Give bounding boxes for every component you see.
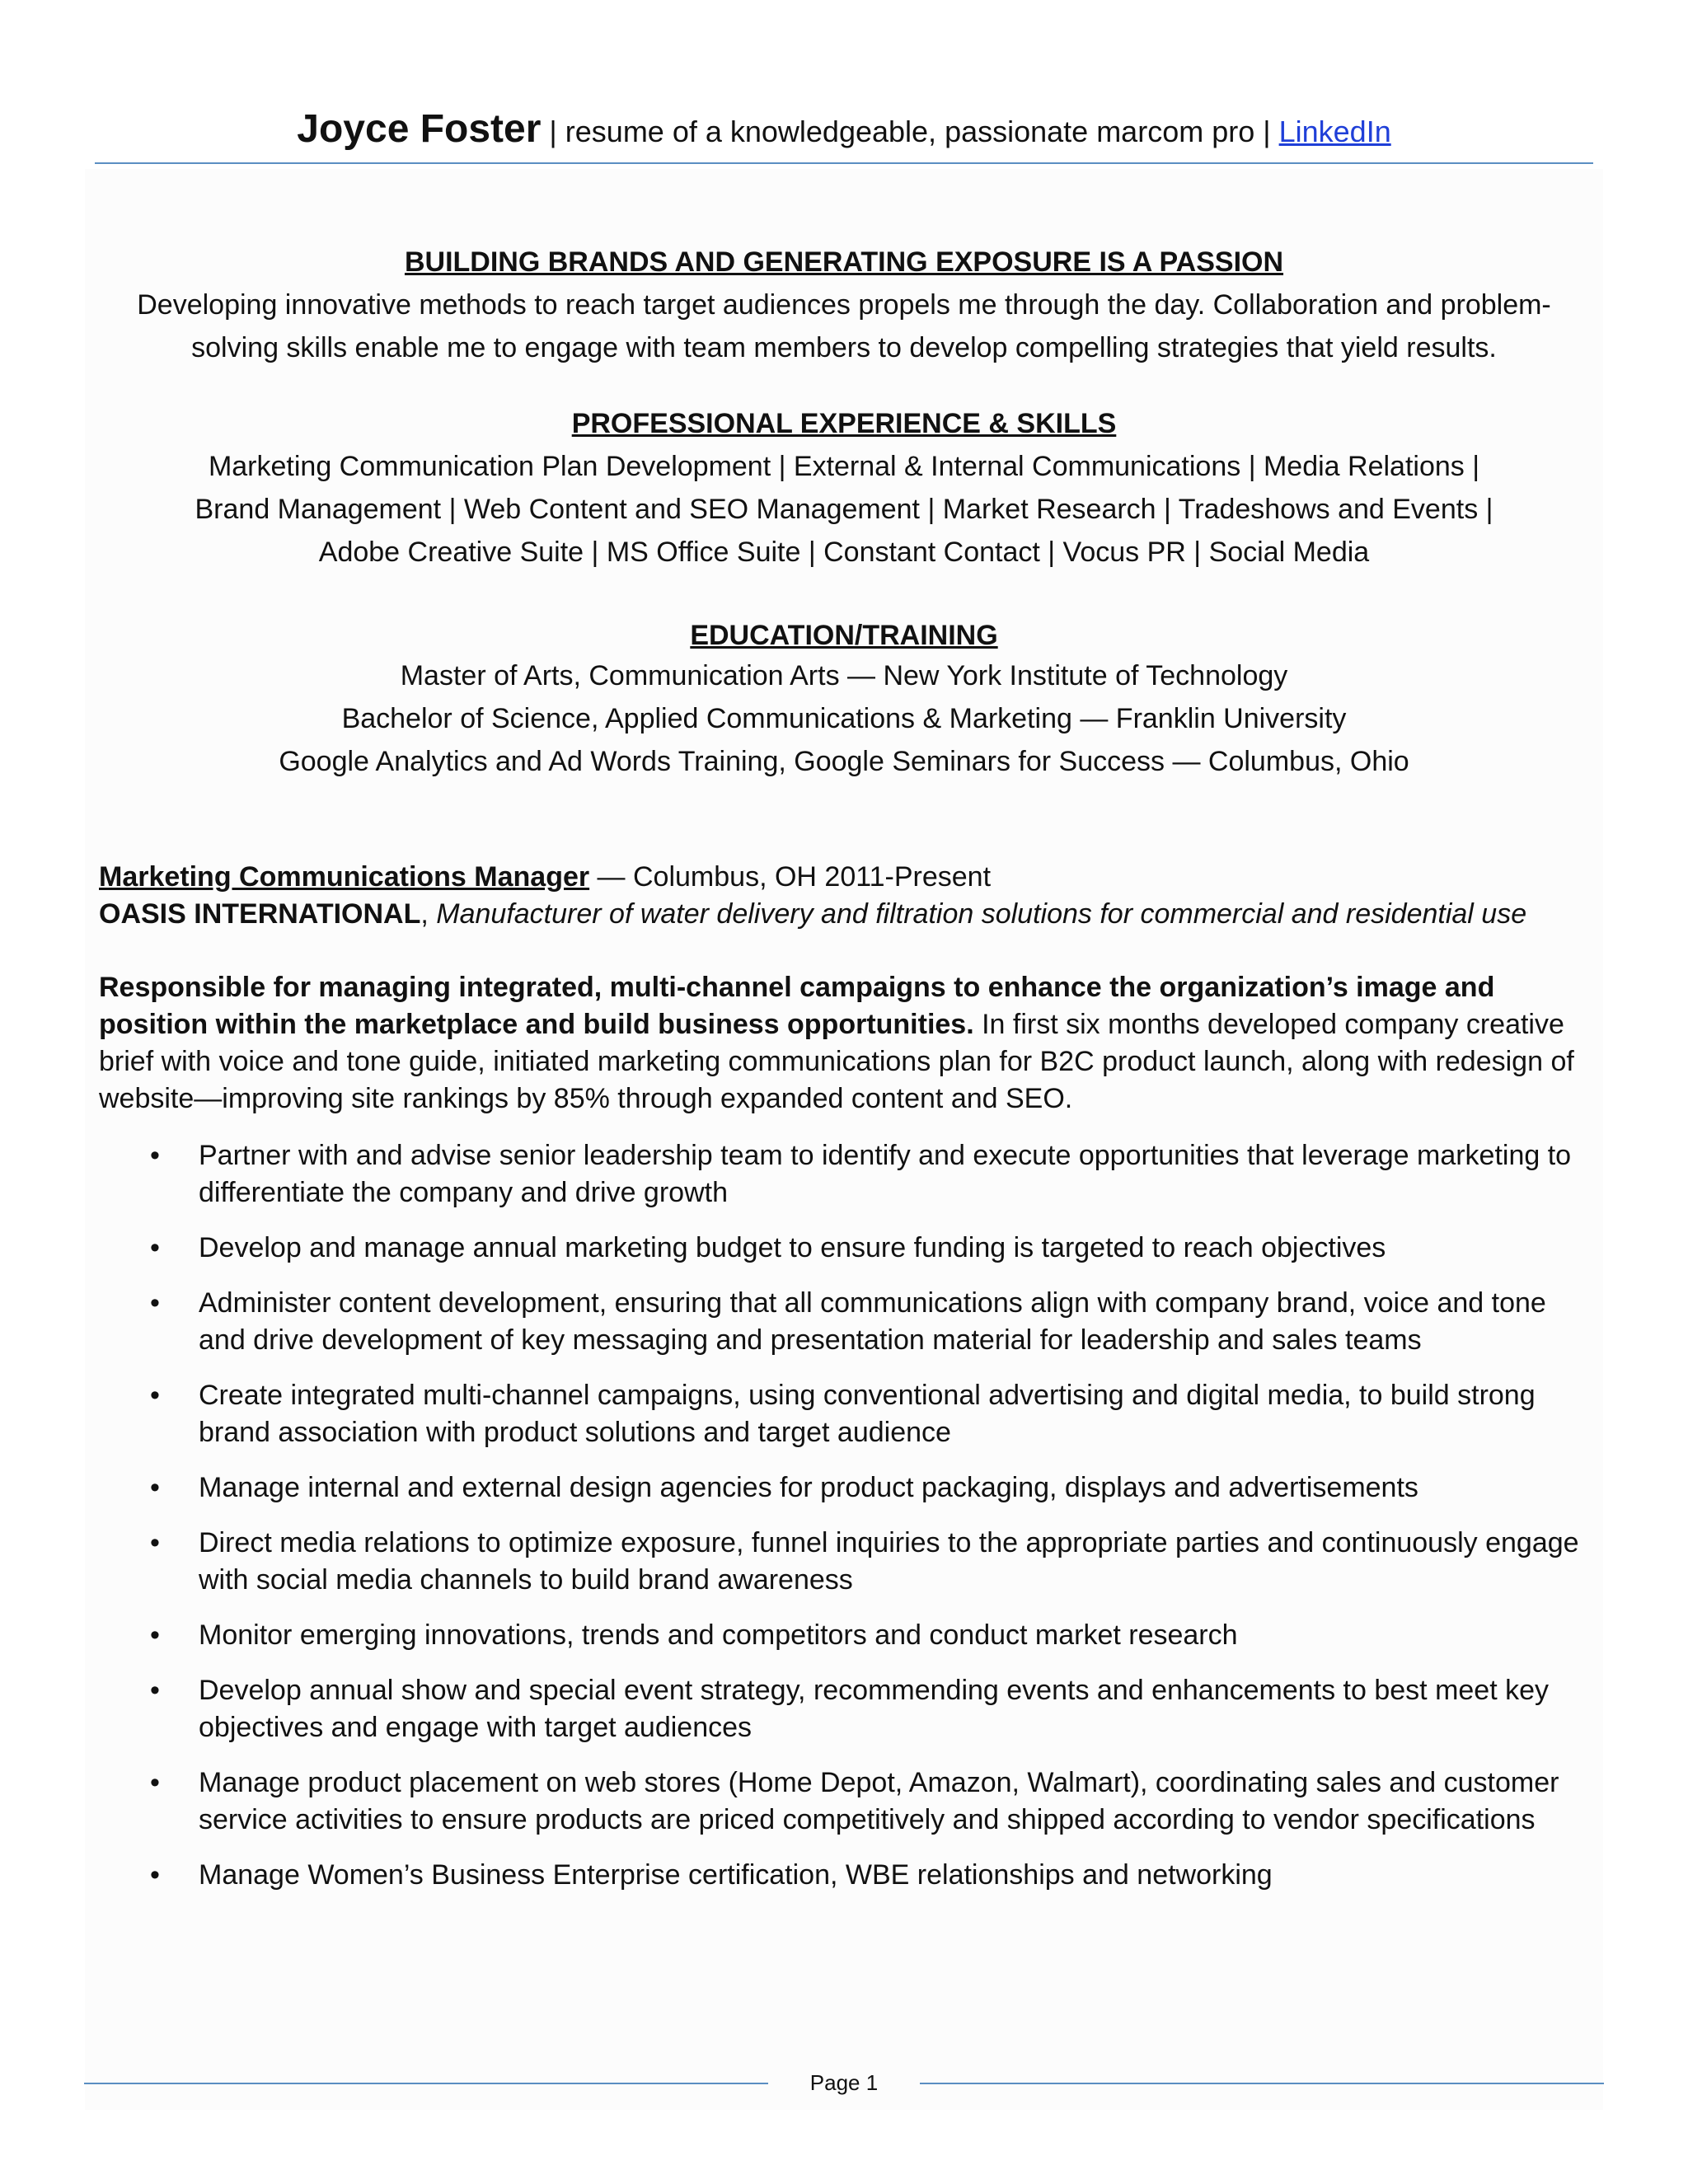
list-item bbox=[99, 1230, 1589, 1267]
company-name: OASIS INTERNATIONAL bbox=[99, 898, 421, 930]
header-separator: | bbox=[541, 115, 565, 148]
bullet-text: Create integrated multi-channel campaigns, using conventional advertising and digital media, to build strong brand association with product solutions and target audience bbox=[199, 1380, 1536, 1448]
bullet-icon: • bbox=[150, 1527, 160, 1558]
passion-line: solving skills enable me to engage with team members to develop compelling strategies that yield results. bbox=[191, 332, 1497, 363]
list-item bbox=[99, 1857, 1589, 1894]
footer-rule-right bbox=[920, 2083, 1604, 2084]
bullet-icon: • bbox=[150, 1232, 160, 1263]
job-title: Marketing Communications Manager bbox=[99, 861, 590, 893]
summary-lead: Responsible for managing integrated, multi-channel campaigns to enhance the organization’s image and position within the marketplace and build business opportunities. bbox=[99, 972, 1495, 1040]
header-line bbox=[95, 95, 1593, 166]
passion-section bbox=[107, 241, 1581, 369]
education-line: Google Analytics and Ad Words Training, Google Seminars for Success — Columbus, Ohio bbox=[279, 746, 1409, 777]
skills-line: Brand Management | Web Content and SEO Management | Market Research | Tradeshows and Events | bbox=[195, 494, 1493, 525]
bullet-text: Administer content development, ensuring that all communications align with company brand, voice and tone and drive development of key messaging and presentation material for leadership and sales teams bbox=[199, 1287, 1546, 1356]
list-item bbox=[99, 1765, 1589, 1839]
bullet-icon: • bbox=[150, 1859, 160, 1891]
job-location-dates: — Columbus, OH 2011-Present bbox=[589, 861, 992, 893]
company-description: Manufacturer of water delivery and filtration solutions for commercial and residential use bbox=[436, 898, 1527, 930]
bullet-text: Monitor emerging innovations, trends and competitors and conduct market research bbox=[199, 1619, 1238, 1651]
job-heading bbox=[99, 859, 1589, 933]
job-summary bbox=[99, 969, 1589, 1118]
header-separator-2: | bbox=[1254, 115, 1279, 148]
list-item bbox=[99, 1285, 1589, 1359]
list-item bbox=[99, 1617, 1589, 1654]
education-title: EDUCATION/TRAINING bbox=[690, 620, 998, 651]
responsibility-list bbox=[99, 1137, 1589, 1912]
bullet-text: Manage product placement on web stores (Home Depot, Amazon, Walmart), coordinating sales and customer service activities to ensure products are priced competitively and shipped according to vendor specifications bbox=[199, 1767, 1559, 1835]
bullet-text: Develop and manage annual marketing budget to ensure funding is targeted to reach objectives bbox=[199, 1232, 1386, 1263]
bullet-text: Manage internal and external design agencies for product packaging, displays and advertisements bbox=[199, 1472, 1418, 1503]
education-line: Bachelor of Science, Applied Communications & Marketing — Franklin University bbox=[341, 703, 1347, 734]
education-section bbox=[107, 616, 1581, 783]
passion-title: BUILDING BRANDS AND GENERATING EXPOSURE IS A PASSION bbox=[404, 246, 1284, 278]
bullet-text: Partner with and advise senior leadership team to identify and execute opportunities that leverage marketing to differentiate the company and drive growth bbox=[199, 1140, 1572, 1208]
list-item bbox=[99, 1672, 1589, 1746]
summary-rest: In first six months developed company creative brief with voice and tone guide, initiated marketing communications plan for B2C product launch, along with redesign of website—improving site rankings by 85% through expanded content and SEO. bbox=[99, 1009, 1574, 1114]
skills-title: PROFESSIONAL EXPERIENCE & SKILLS bbox=[571, 408, 1117, 439]
bullet-icon: • bbox=[150, 1287, 160, 1319]
footer-rule-left bbox=[84, 2083, 768, 2084]
list-item bbox=[99, 1137, 1589, 1212]
resume-header bbox=[95, 95, 1593, 164]
bullet-icon: • bbox=[150, 1619, 160, 1651]
job-title-line bbox=[99, 859, 1589, 896]
skills-line: Adobe Creative Suite | MS Office Suite | Constant Contact | Vocus PR | Social Media bbox=[318, 537, 1370, 568]
list-item bbox=[99, 1525, 1589, 1599]
bullet-icon: • bbox=[150, 1140, 160, 1171]
page-number: Page 1 bbox=[809, 2070, 879, 2095]
skills-section bbox=[107, 402, 1581, 574]
candidate-name: Joyce Foster bbox=[297, 107, 542, 151]
list-item bbox=[99, 1377, 1589, 1451]
bullet-icon: • bbox=[150, 1767, 160, 1798]
bullet-icon: • bbox=[150, 1675, 160, 1706]
list-item bbox=[99, 1469, 1589, 1507]
bullet-text: Develop annual show and special event strategy, recommending events and enhancements to best meet key objectives and engage with target audiences bbox=[199, 1675, 1550, 1743]
linkedin-link[interactable]: LinkedIn bbox=[1278, 115, 1391, 148]
education-line: Master of Arts, Communication Arts — New York Institute of Technology bbox=[400, 660, 1288, 691]
bullet-text: Manage Women’s Business Enterprise certification, WBE relationships and networking bbox=[199, 1859, 1273, 1891]
bullet-text: Direct media relations to optimize exposure, funnel inquiries to the appropriate parties and continuously engage with social media channels to build brand awareness bbox=[199, 1527, 1579, 1596]
skills-line: Marketing Communication Plan Development | External & Internal Communications | Media Relations | bbox=[208, 451, 1480, 482]
company-separator: , bbox=[420, 898, 437, 930]
bullet-icon: • bbox=[150, 1380, 160, 1411]
company-line bbox=[99, 896, 1589, 933]
header-tagline: resume of a knowledgeable, passionate marcom pro bbox=[565, 115, 1255, 148]
passion-line: Developing innovative methods to reach target audiences propels me through the day. Collaboration and problem- bbox=[137, 289, 1551, 321]
page-footer bbox=[84, 2064, 1604, 2106]
bullet-icon: • bbox=[150, 1472, 160, 1503]
